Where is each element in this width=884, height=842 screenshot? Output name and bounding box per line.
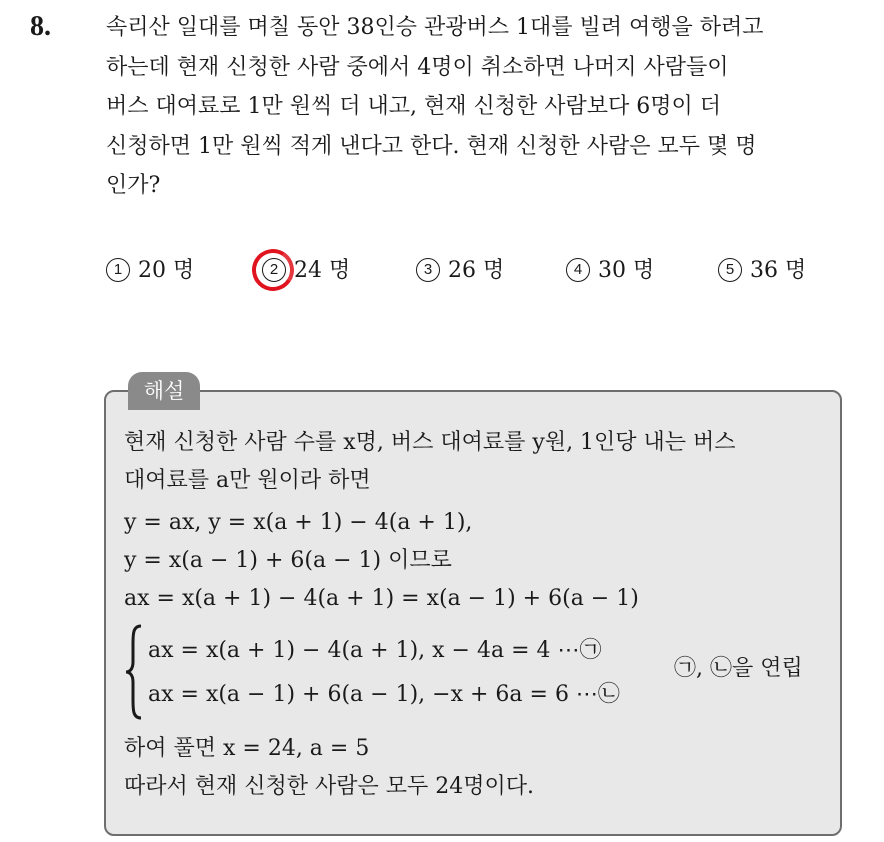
system-brace <box>125 624 143 720</box>
solution-line: 현재 신청한 사람 수를 x명, 버스 대여료를 y원, 1인당 내는 버스 <box>124 430 736 455</box>
choice-number-circle: 5 <box>718 258 742 282</box>
question-number: 8. <box>30 11 51 42</box>
choice-number-circle: 4 <box>566 258 590 282</box>
solution-line: ax = x(a + 1) − 4(a + 1) = x(a − 1) + 6(a − 1) <box>124 586 639 611</box>
choice-text: 30 명 <box>598 258 655 283</box>
solution-line: 대여료를 a만 원이라 하면 <box>124 468 371 493</box>
question-line: 하는데 현재 신청한 사람 중에서 4명이 취소하면 나머지 사람들이 <box>106 54 729 80</box>
question-line: 버스 대여료로 1만 원씩 더 내고, 현재 신청한 사람보다 6명이 더 <box>106 94 721 119</box>
choice-5[interactable] <box>718 256 806 286</box>
question-line: 신청하면 1만 원씩 적게 낸다고 한다. 현재 신청한 사람은 모두 몇 명 <box>106 133 757 159</box>
choice-number-circle: 2 <box>262 258 286 282</box>
answer-circle-mark <box>248 245 298 295</box>
question-line: 속리산 일대를 며칠 동안 38인승 관광버스 1대를 빌려 여행을 하려고 <box>106 15 764 40</box>
solution-tag: 해설 <box>128 372 200 410</box>
choice-4[interactable] <box>566 256 654 286</box>
solution-line: 하여 풀면 x = 24, a = 5 <box>124 736 370 761</box>
choice-text: 26 명 <box>448 258 505 283</box>
choice-number-circle: 3 <box>416 258 440 282</box>
solution-line: 따라서 현재 신청한 사람은 모두 24명이다. <box>124 774 534 799</box>
choice-text: 24 명 <box>294 258 351 283</box>
choice-text: 36 명 <box>750 258 807 283</box>
choice-number-circle: 1 <box>106 258 130 282</box>
choice-3[interactable] <box>416 256 504 286</box>
question-text <box>106 8 866 206</box>
system-equation-1: ax = x(a + 1) − 4(a + 1), x − 4a = 4 ⋯㉠ <box>148 638 602 663</box>
solution-line: y = ax, y = x(a + 1) − 4(a + 1), <box>124 510 473 535</box>
question-line: 인가? <box>106 173 161 198</box>
system-note: ㉠, ㉡을 연립 <box>674 656 803 681</box>
system-equation-2: ax = x(a − 1) + 6(a − 1), −x + 6a = 6 ⋯㉡ <box>148 682 620 707</box>
choice-text: 20 명 <box>138 258 195 283</box>
solution-line: y = x(a − 1) + 6(a − 1) 이므로 <box>124 548 452 573</box>
choice-1[interactable] <box>106 256 194 286</box>
